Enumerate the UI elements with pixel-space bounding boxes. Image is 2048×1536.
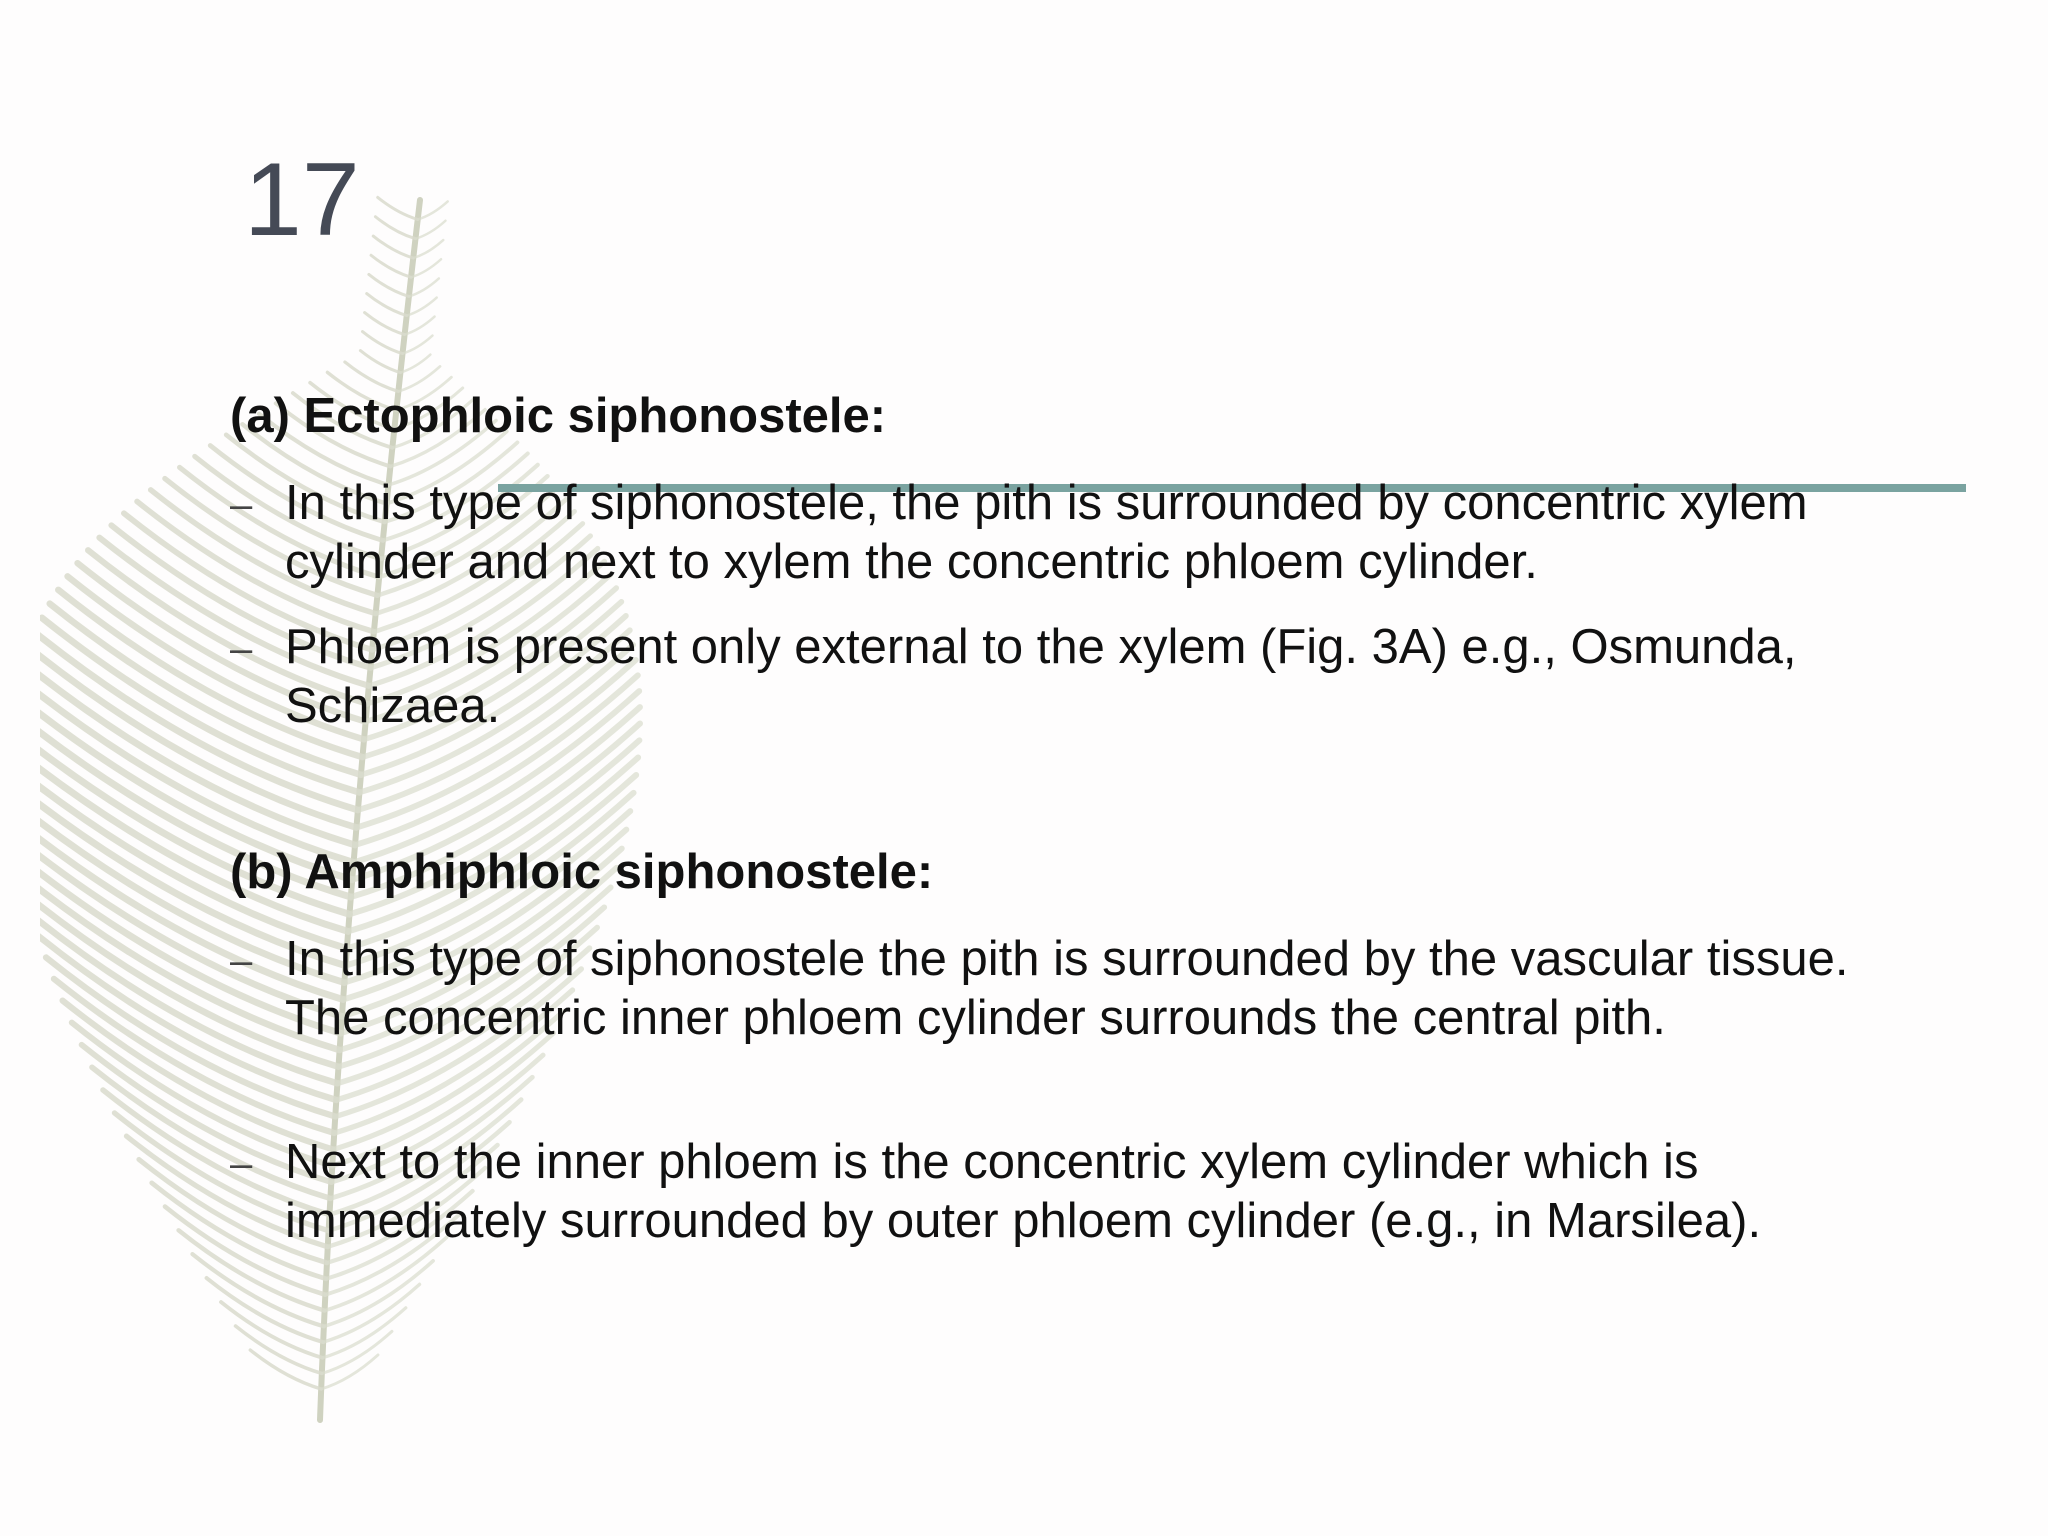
bullet-dash: – [230, 1142, 253, 1186]
fern-frond-watermark [40, 180, 780, 1440]
bullet-text: Next to the inner phloem is the concentric xylem cylinder which is immediately surrounded by outer phloem cylinder (e.g., in Marsilea). [285, 1135, 1762, 1248]
bullet-text: In this type of siphonostele, the pith is surrounded by concentric xylem cylinder and next to xylem the concentric phloem cylinder. [285, 476, 1808, 589]
bullet-item [230, 474, 1910, 592]
bullet-item [230, 1133, 1910, 1251]
bullet-text: Phloem is present only external to the xylem (Fig. 3A) e.g., Osmunda, Schizaea. [285, 620, 1797, 733]
bullet-item [230, 618, 1910, 736]
section-heading-amphiphloic: (b) Amphiphloic siphonostele: [230, 845, 934, 899]
slide-number: 17 [244, 142, 360, 258]
section-heading-ectophloic: (a) Ectophloic siphonostele: [230, 389, 887, 443]
bullet-dash: – [230, 939, 253, 983]
bullet-item [230, 930, 1910, 1048]
bullet-text: In this type of siphonostele the pith is surrounded by the vascular tissue. The concentric inner phloem cylinder surrounds the central pith. [285, 932, 1849, 1045]
bullet-dash: – [230, 627, 253, 671]
bullet-dash: – [230, 483, 253, 527]
